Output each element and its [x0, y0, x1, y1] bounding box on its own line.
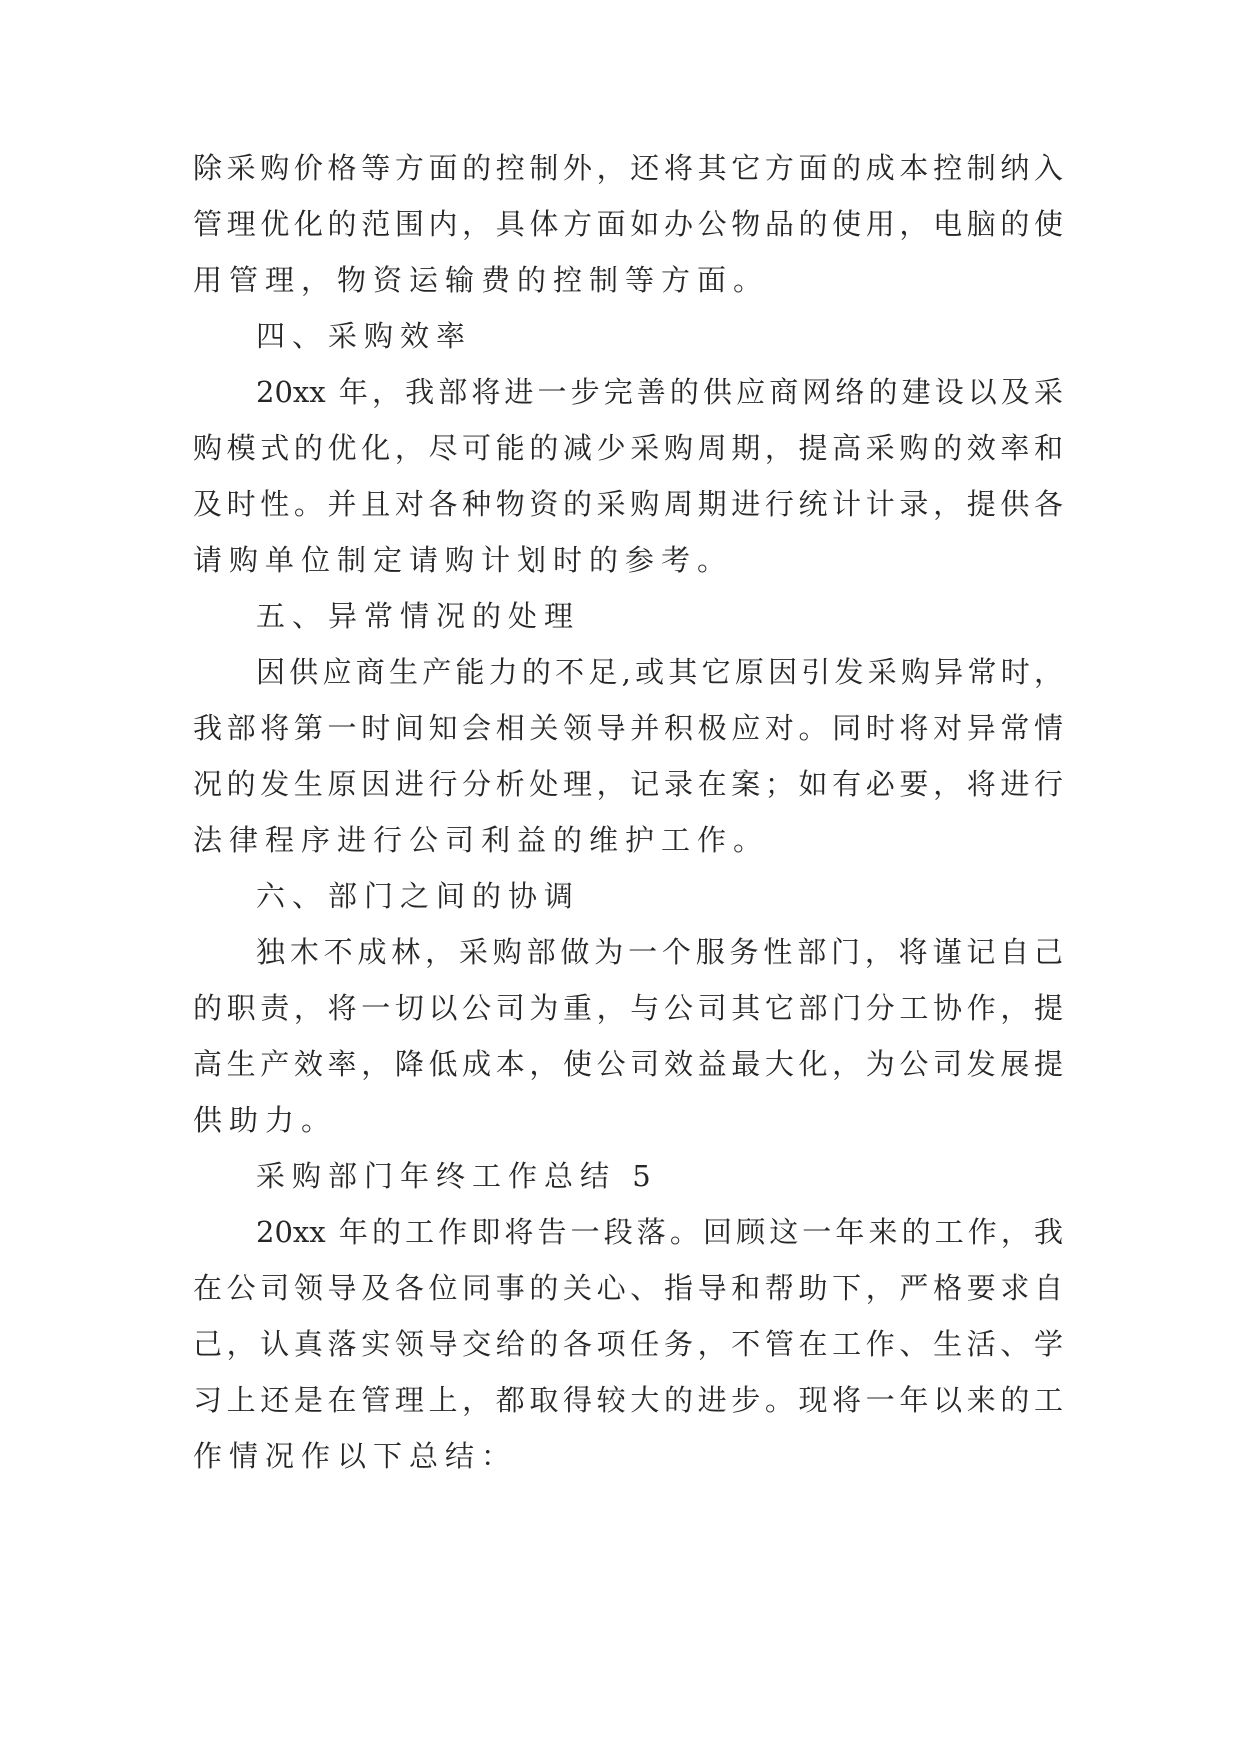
- paragraph-line: 高生产效率，降低成本，使公司效益最大化，为公司发展提: [193, 1047, 1063, 1081]
- paragraph-line: 用管理，物资运输费的控制等方面。: [193, 263, 770, 297]
- paragraph-line: 购模式的优化，尽可能的减少采购周期，提高采购的效率和: [193, 431, 1063, 465]
- paragraph-line: 20xx 年，我部将进一步完善的供应商网络的建设以及采: [256, 375, 1063, 409]
- paragraph-line: 的职责，将一切以公司为重，与公司其它部门分工协作，提: [193, 991, 1063, 1025]
- paragraph-line: 管理优化的范围内，具体方面如办公物品的使用，电脑的使: [193, 207, 1063, 241]
- section-heading: 六、部门之间的协调: [256, 879, 581, 913]
- paragraph-line: 我部将第一时间知会相关领导并积极应对。同时将对异常情: [193, 711, 1063, 745]
- section-heading: 五、异常情况的处理: [256, 599, 581, 633]
- paragraph-line: 独木不成林，采购部做为一个服务性部门，将谨记自己: [256, 935, 1063, 969]
- paragraph-line: 供助力。: [193, 1103, 338, 1137]
- paragraph-line: 习上还是在管理上，都取得较大的进步。现将一年以来的工: [193, 1383, 1063, 1417]
- paragraph-line: 法律程序进行公司利益的维护工作。: [193, 823, 770, 857]
- paragraph-line: 因供应商生产能力的不足,或其它原因引发采购异常时，: [256, 655, 1063, 689]
- paragraph-line: 及时性。并且对各种物资的采购周期进行统计计录，提供各: [193, 487, 1063, 521]
- paragraph-line: 己，认真落实领导交给的各项任务，不管在工作、生活、学: [193, 1327, 1063, 1361]
- paragraph-line: 除采购价格等方面的控制外，还将其它方面的成本控制纳入: [193, 151, 1063, 185]
- document-title: 采购部门年终工作总结 5: [256, 1159, 658, 1193]
- section-heading: 四、采购效率: [256, 319, 473, 353]
- paragraph-line: 请购单位制定请购计划时的参考。: [193, 543, 734, 577]
- paragraph-line: 在公司领导及各位同事的关心、指导和帮助下，严格要求自: [193, 1271, 1063, 1305]
- paragraph-line: 作情况作以下总结：: [193, 1439, 518, 1473]
- paragraph-line: 况的发生原因进行分析处理，记录在案；如有必要，将进行: [193, 767, 1063, 801]
- paragraph-line: 20xx 年的工作即将告一段落。回顾这一年来的工作，我: [256, 1215, 1063, 1249]
